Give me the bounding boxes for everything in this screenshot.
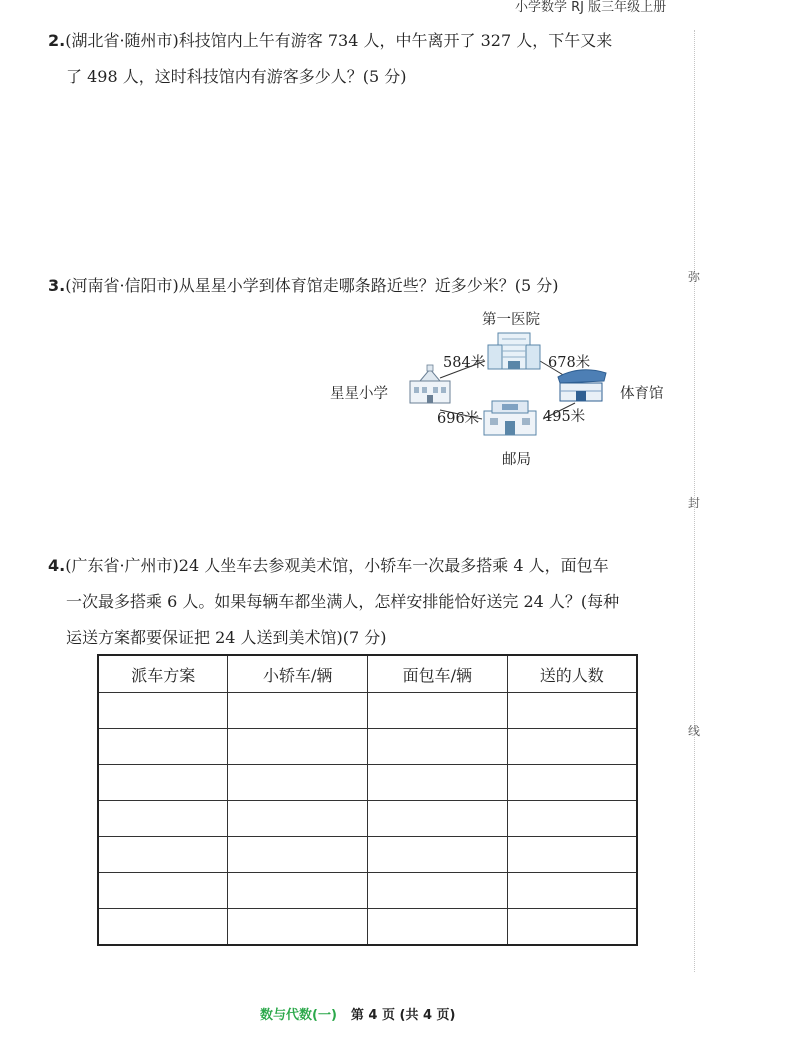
binding-char-xian: 线 bbox=[688, 724, 701, 738]
distance-school-hospital: 584米 bbox=[443, 355, 486, 371]
table-row bbox=[98, 909, 637, 946]
table-header-cell: 面包车/辆 bbox=[367, 655, 507, 693]
table-row bbox=[98, 693, 637, 729]
question-number: 2. bbox=[48, 31, 66, 50]
table-cell[interactable] bbox=[228, 729, 368, 765]
question-number: 3. bbox=[48, 276, 66, 295]
hospital-label: 第一医院 bbox=[482, 312, 540, 328]
question-2 bbox=[48, 23, 674, 95]
post-office-label: 邮局 bbox=[502, 452, 531, 468]
question-text: 一次最多搭乘 6 人。如果每辆车都坐满人，怎样安排能恰好送完 24 人？(每种 bbox=[66, 592, 620, 611]
table-cell[interactable] bbox=[98, 729, 228, 765]
table-cell[interactable] bbox=[367, 909, 507, 946]
distance-post-stadium: 495米 bbox=[543, 409, 586, 425]
table-cell[interactable] bbox=[228, 837, 368, 873]
table-header-cell: 派车方案 bbox=[98, 655, 228, 693]
route-map-diagram bbox=[380, 325, 620, 450]
distance-hospital-stadium: 678米 bbox=[548, 355, 591, 371]
table-cell[interactable] bbox=[507, 801, 637, 837]
book-header-label: 小学数学 RJ 版三年级上册 bbox=[515, 0, 667, 15]
table-cell[interactable] bbox=[228, 765, 368, 801]
question-text: (湖北省·随州市)科技馆内上午有游客 734 人，中午离开了 327 人，下午又来 bbox=[65, 31, 613, 50]
question-text: 了 498 人，这时科技馆内有游客多少人？(5 分) bbox=[66, 67, 407, 86]
stadium-icon bbox=[558, 370, 606, 401]
footer-section-title: 数与代数(一) bbox=[260, 1008, 337, 1023]
table-cell[interactable] bbox=[367, 873, 507, 909]
question-number: 4. bbox=[48, 556, 66, 575]
table-row bbox=[98, 873, 637, 909]
page-footer bbox=[260, 1004, 456, 1023]
table-cell[interactable] bbox=[228, 873, 368, 909]
question-3 bbox=[48, 268, 674, 304]
binding-char-feng: 封 bbox=[688, 496, 701, 510]
table-cell[interactable] bbox=[367, 765, 507, 801]
hospital-icon bbox=[488, 333, 540, 369]
table-header-cell: 小轿车/辆 bbox=[228, 655, 368, 693]
binding-char-mi: 弥 bbox=[688, 270, 701, 284]
table-cell[interactable] bbox=[507, 873, 637, 909]
question-text: (河南省·信阳市)从星星小学到体育馆走哪条路近些？近多少米？(5 分) bbox=[65, 276, 559, 295]
table-row bbox=[98, 837, 637, 873]
table-cell[interactable] bbox=[507, 765, 637, 801]
table-cell[interactable] bbox=[507, 909, 637, 946]
table-header-row bbox=[98, 655, 637, 693]
table-cell[interactable] bbox=[507, 693, 637, 729]
table-row bbox=[98, 765, 637, 801]
post-office-icon bbox=[484, 401, 536, 435]
table-row bbox=[98, 729, 637, 765]
question-text: (广东省·广州市)24 人坐车去参观美术馆，小轿车一次最多搭乘 4 人，面包车 bbox=[65, 556, 609, 575]
dispatch-plan-table bbox=[97, 654, 638, 946]
distance-school-post: 696米 bbox=[437, 411, 480, 427]
table-cell[interactable] bbox=[367, 693, 507, 729]
table-row bbox=[98, 801, 637, 837]
table-cell[interactable] bbox=[98, 801, 228, 837]
table-cell[interactable] bbox=[98, 837, 228, 873]
question-4 bbox=[48, 548, 674, 656]
table-header-cell: 送的人数 bbox=[507, 655, 637, 693]
table-cell[interactable] bbox=[367, 729, 507, 765]
table-cell[interactable] bbox=[98, 765, 228, 801]
table-cell[interactable] bbox=[98, 909, 228, 946]
question-text: 运送方案都要保证把 24 人送到美术馆)(7 分) bbox=[66, 628, 387, 647]
school-label: 星星小学 bbox=[330, 386, 388, 402]
footer-page-number: 第 4 页 (共 4 页) bbox=[350, 1008, 456, 1023]
table-cell[interactable] bbox=[228, 909, 368, 946]
table-cell[interactable] bbox=[228, 693, 368, 729]
table-cell[interactable] bbox=[507, 729, 637, 765]
stadium-label: 体育馆 bbox=[620, 386, 664, 402]
table-cell[interactable] bbox=[367, 801, 507, 837]
table-cell[interactable] bbox=[228, 801, 368, 837]
table-cell[interactable] bbox=[507, 837, 637, 873]
table-cell[interactable] bbox=[367, 837, 507, 873]
table-cell[interactable] bbox=[98, 693, 228, 729]
table-cell[interactable] bbox=[98, 873, 228, 909]
